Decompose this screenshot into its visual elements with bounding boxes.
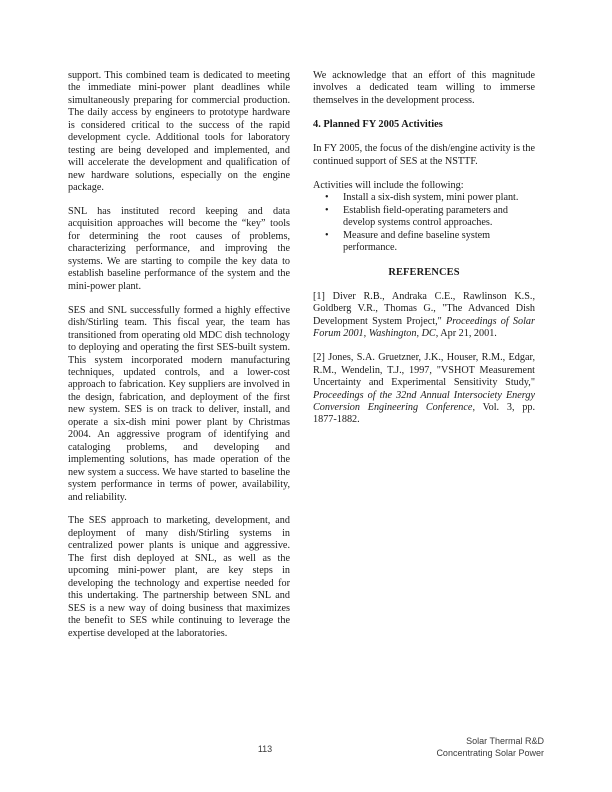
references-heading: REFERENCES <box>388 267 460 279</box>
reference-2-italic-title: Proceedings of the 32nd Annual Intersociety Energy Conversion Engineering Conference <box>313 389 535 414</box>
paragraph-activities-lead-in: Activities will include the following: <box>313 179 464 191</box>
list-item <box>313 205 535 230</box>
list-item <box>313 192 535 204</box>
paragraph-ses-snl-team: SES and SNL successfully formed a highly effective dish/Stirling team. This fiscal year, the team has transitioned from operating old MDC dish technology to deploying and operating the first SES-built system. This system incorporated modern manufacturing techniques, updated controls, and a lower-cost approach to fabrication. Key suppliers are involved in the design, fabrication, and deployment of the first new system. SES is on track to deliver, install, and operate a six-dish mini power plant by Christmas 2004. An aggressive program of identifying and cataloging problems, and developing and implementing solutions, has made operation of the new system a success. We have started to baseline the system performance in terms of power, availability, and reliability. <box>68 304 290 503</box>
paragraph-fy2005-focus: In FY 2005, the focus of the dish/engine activity is the continued support of SES at the NSTTF. <box>313 143 535 167</box>
reference-2-pre-italic: [2] Jones, S.A. Gruetzner, J.K., Houser, R.M., Edgar, R.M., Wendelin, T.J., 1997, "VSHOT Measurement Uncertainty and Experimental Sensitivity Study," <box>313 352 535 389</box>
bullet-icon: • <box>325 192 329 204</box>
reference-1-italic-title: Proceedings of Solar Forum 2001, Washington, DC <box>313 315 535 340</box>
planned-activities-list <box>313 192 535 254</box>
reference-1-pre-italic: [1] Diver R.B., Andraka C.E., Rawlinson K.S., Goldberg V.R., Thomas G., "The Advanced Dish Development System Project," <box>313 290 535 327</box>
reference-2-post-italic: , Vol. 3, pp. 1877-1882. <box>313 402 535 426</box>
list-item <box>313 230 535 255</box>
page-number: 113 <box>257 744 273 754</box>
list-item-label: Measure and define baseline system performance. <box>343 229 491 253</box>
footer-line-program: Solar Thermal R&D <box>466 736 544 746</box>
bullet-icon: • <box>325 229 329 241</box>
paragraph-acknowledgement: We acknowledge that an effort of this magnitude involves a dedicated team willing to immerse themselves in the development process. <box>313 70 535 106</box>
paragraph-ses-approach: The SES approach to marketing, development, and deployment of many dish/Stirling systems in centralized power plants is unique and aggressive. The first dish deployed at SNL, as well as the upcoming mini-power plant, are key steps in developing the technology and expertise needed for this undertaking. The partnership between SNL and SES is a new way of doing business that maximizes the benefit to SES while continuing to leverage the expertise developed at the laboratories. <box>68 515 290 639</box>
paragraph-support-team: support. This combined team is dedicated to meeting the immediate mini-power plant deadlines while simultaneously preparing for commercial production. The daily access by engineers to prototype hardware is considered critical to the success of the rapid development cycle. Additional tools for laboratory testing are being developed and implemented, and will accelerate the development and qualification of new hardware solutions, especially on the engine package. <box>68 70 290 194</box>
footer-series-label <box>284 735 544 759</box>
footer-line-subprogram: Concentrating Solar Power <box>436 748 544 758</box>
left-text-column <box>68 70 290 651</box>
reference-1-post-italic: , Apr 21, 2001. <box>435 328 497 340</box>
section-heading-planned-fy2005: 4. Planned FY 2005 Activities <box>313 118 443 130</box>
paragraph-record-keeping: SNL has instituted record keeping and data acquisition approaches will become the “key” tools for determining the root causes of problems, characterizing performance, and improving the systems. We are starting to compile the key data to establish baseline performance of the system and the mini-power plant. <box>68 206 290 292</box>
bullet-icon: • <box>325 204 329 216</box>
reference-entry-2 <box>313 352 535 427</box>
reference-entry-1 <box>313 291 535 341</box>
list-item-label: Establish field-operating parameters and develop systems control approaches. <box>343 204 508 229</box>
list-item-label: Install a six-dish system, mini power plant. <box>343 192 519 204</box>
right-text-column <box>313 70 535 438</box>
